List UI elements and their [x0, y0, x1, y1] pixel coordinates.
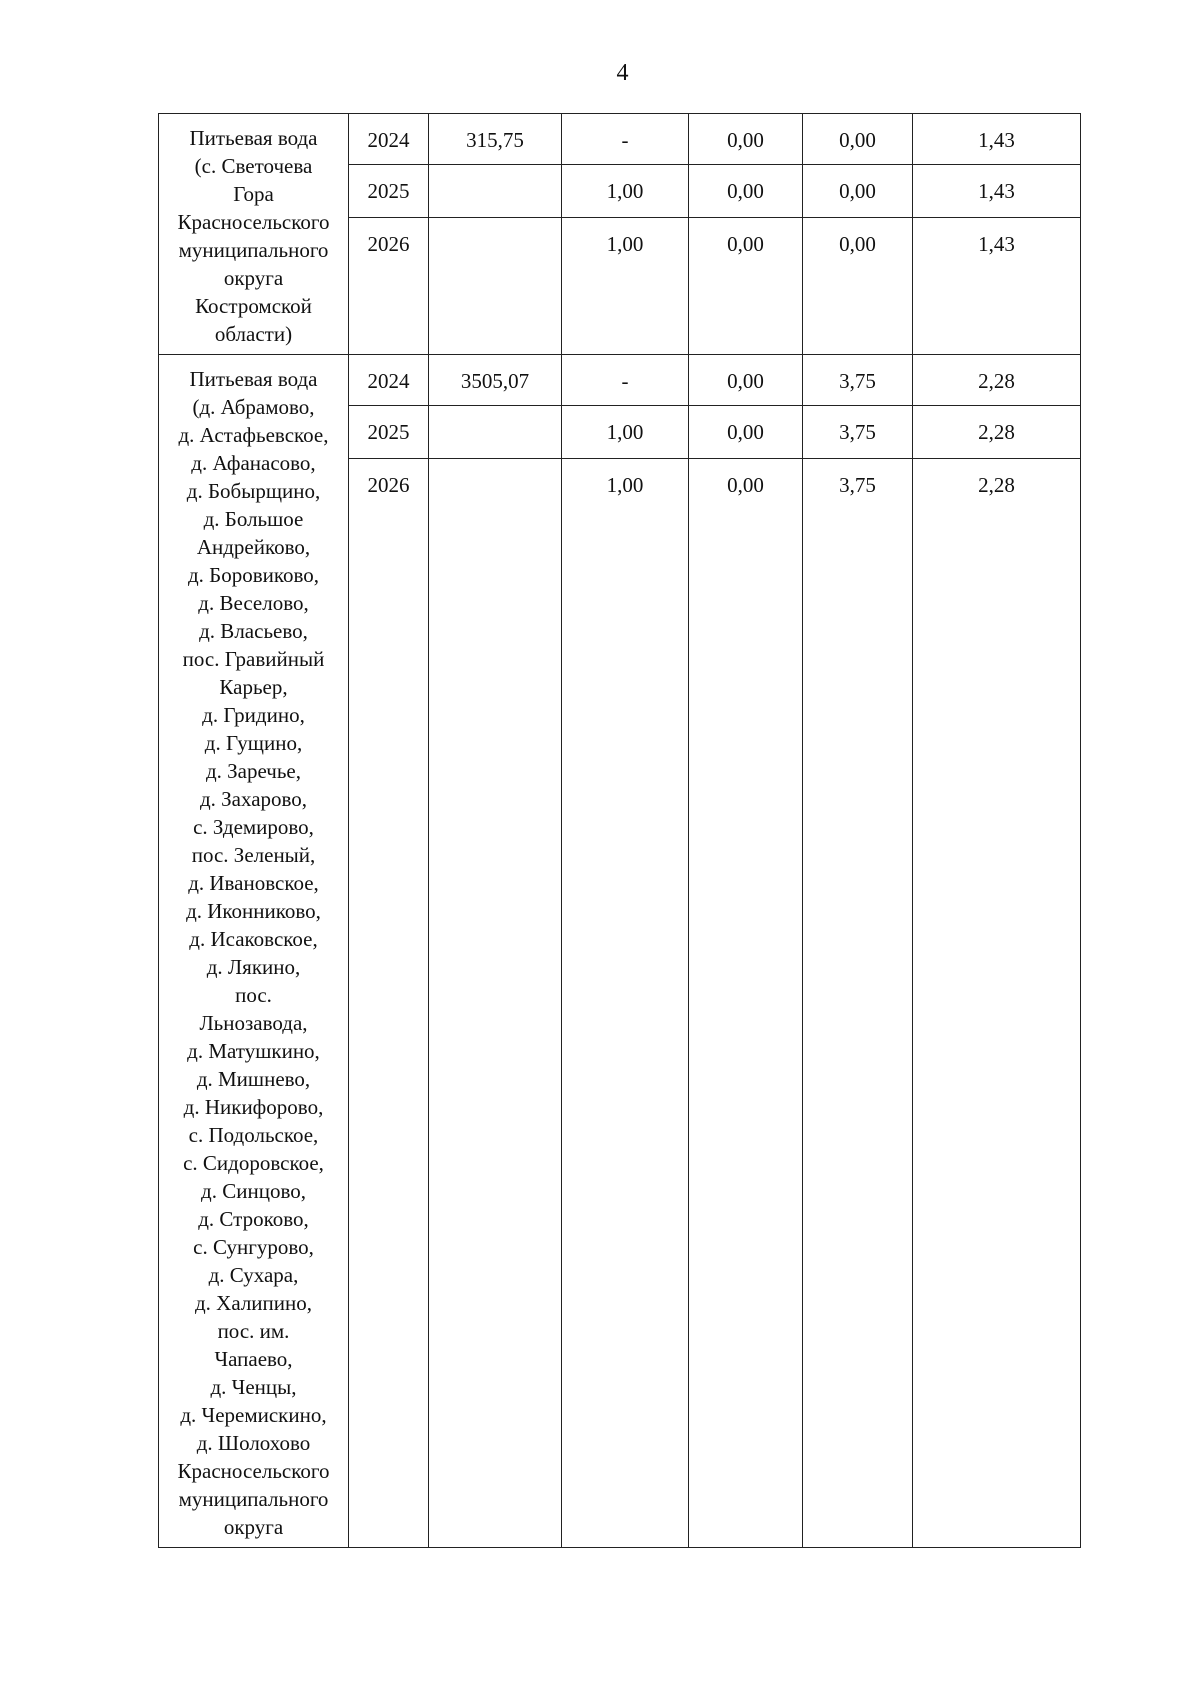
value-cell-c4: 0,00 [689, 218, 803, 355]
value-cell-c6: 2,28 [913, 459, 1081, 1548]
resource-name-line: (с. Светочева [194, 154, 313, 178]
resource-name-line: д. Большое [203, 507, 304, 531]
value-cell-c5: 0,00 [803, 218, 913, 355]
value-cell-c3: 1,00 [562, 165, 689, 218]
value-cell-c2 [429, 459, 562, 1548]
resource-name-line: д. Заречье, [205, 759, 302, 783]
resource-name-line: д. Матушкино, [187, 1039, 320, 1063]
value-cell-c3: 1,00 [562, 218, 689, 355]
resource-name-line: округа [223, 266, 284, 290]
value-cell-c2: 3505,07 [429, 355, 562, 406]
resource-name-line: д. Боровиково, [187, 563, 320, 587]
resource-name-line: (д. Абрамово, [192, 395, 315, 419]
value-cell-c4: 0,00 [689, 355, 803, 406]
resource-name-line: д. Исаковское, [189, 927, 318, 951]
resource-name-line: д. Ивановское, [188, 871, 319, 895]
resource-name-line: д. Халипино, [194, 1291, 313, 1315]
resource-name-line: с. Сунгурово, [193, 1235, 314, 1259]
resource-name-line: д. Гридино, [202, 703, 305, 727]
resource-name-line: муниципального [178, 238, 329, 262]
resource-name-line: с. Здемирово, [193, 815, 314, 839]
resource-name-line: д. Сухара, [208, 1263, 299, 1287]
year-cell: 2024 [349, 355, 429, 406]
resource-name-line: пос. Гравийный [182, 647, 325, 671]
resource-name-line: д. Шолохово [196, 1431, 311, 1455]
value-cell-c5: 3,75 [803, 459, 913, 1548]
resource-name-cell [159, 114, 349, 355]
value-cell-c3: 1,00 [562, 406, 689, 459]
resource-name-line: Питьевая вода [189, 367, 318, 391]
resource-name-line: д. Лякино, [206, 955, 301, 979]
value-cell-c4: 0,00 [689, 459, 803, 1548]
resource-name-line: д. Гущино, [204, 731, 303, 755]
resource-name-line: д. Власьево, [199, 619, 308, 643]
resource-name-line: д. Захарово, [199, 787, 308, 811]
table-row [159, 114, 1081, 165]
resource-name-line: с. Сидоровское, [183, 1151, 324, 1175]
value-cell-c6: 1,43 [913, 114, 1081, 165]
year-cell: 2024 [349, 114, 429, 165]
resource-name-cell [159, 355, 349, 1548]
resource-name-line: д. Мишнево, [196, 1067, 311, 1091]
resource-name-line: д. Синцово, [201, 1179, 306, 1203]
year-cell: 2025 [349, 165, 429, 218]
resource-name-line: округа [223, 1515, 284, 1539]
resource-name-line: д. Черемискино, [180, 1403, 327, 1427]
resource-name-line: пос. Зеленый, [191, 843, 316, 867]
resource-name-line: Андрейково, [196, 535, 311, 559]
resource-name-line: области) [214, 322, 293, 346]
resource-name-line: Льнозавода, [199, 1011, 308, 1035]
value-cell-c6: 1,43 [913, 218, 1081, 355]
value-cell-c2 [429, 218, 562, 355]
value-cell-c4: 0,00 [689, 165, 803, 218]
resource-name-line: д. Никифорово, [183, 1095, 324, 1119]
value-cell-c6: 1,43 [913, 165, 1081, 218]
value-cell-c6: 2,28 [913, 355, 1081, 406]
resource-name-line: пос. [235, 983, 272, 1007]
resource-name-line: Питьевая вода [189, 126, 318, 150]
resource-name-line: д. Бобырщино, [186, 479, 321, 503]
resource-name-line: д. Иконниково, [186, 899, 321, 923]
value-cell-c2 [429, 165, 562, 218]
value-cell-c5: 3,75 [803, 355, 913, 406]
page-number: 4 [616, 60, 629, 86]
year-cell: 2025 [349, 406, 429, 459]
tariff-table [158, 113, 1081, 1548]
resource-name-line: Карьер, [219, 675, 288, 699]
resource-name-line: д. Строково, [198, 1207, 309, 1231]
value-cell-c2: 315,75 [429, 114, 562, 165]
table-body [159, 114, 1081, 1548]
resource-name-line: Красносельского [177, 210, 330, 234]
value-cell-c4: 0,00 [689, 406, 803, 459]
table-row [159, 355, 1081, 406]
resource-name-line: Гора [233, 182, 274, 206]
resource-name-line: Красносельского [177, 1459, 330, 1483]
value-cell-c3: - [562, 355, 689, 406]
value-cell-c5: 3,75 [803, 406, 913, 459]
value-cell-c5: 0,00 [803, 114, 913, 165]
value-cell-c5: 0,00 [803, 165, 913, 218]
year-cell: 2026 [349, 459, 429, 1548]
resource-name-line: муниципального [178, 1487, 329, 1511]
resource-name-line: д. Веселово, [198, 591, 309, 615]
year-cell: 2026 [349, 218, 429, 355]
resource-name-line: Костромской [195, 294, 312, 318]
resource-name-line: д. Астафьевское, [178, 423, 329, 447]
resource-name-line: с. Подольское, [188, 1123, 319, 1147]
resource-name-line: Чапаево, [214, 1347, 293, 1371]
value-cell-c3: - [562, 114, 689, 165]
value-cell-c4: 0,00 [689, 114, 803, 165]
resource-name-line: д. Афанасово, [191, 451, 316, 475]
value-cell-c3: 1,00 [562, 459, 689, 1548]
value-cell-c6: 2,28 [913, 406, 1081, 459]
value-cell-c2 [429, 406, 562, 459]
resource-name-line: пос. им. [217, 1319, 290, 1343]
resource-name-line: д. Ченцы, [210, 1375, 297, 1399]
